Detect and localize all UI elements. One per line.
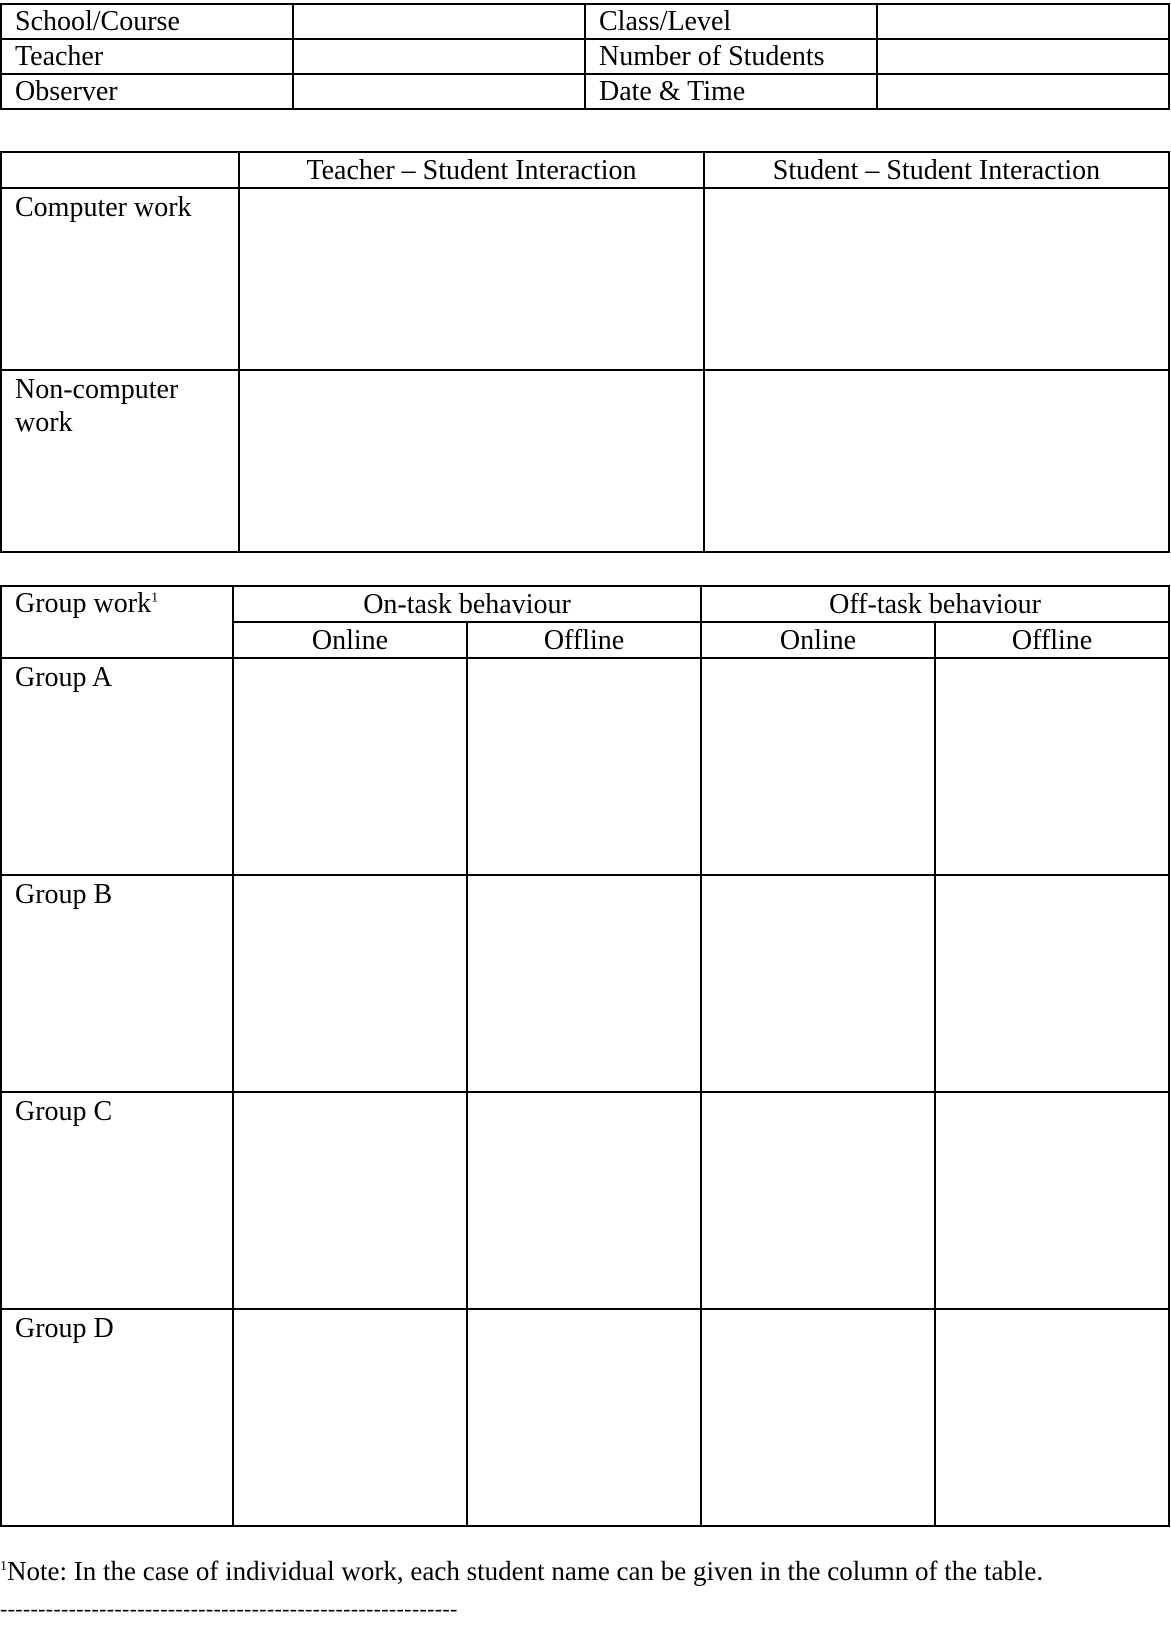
number-of-students-field[interactable] <box>877 39 1169 74</box>
number-of-students-label: Number of Students <box>585 39 877 74</box>
student-student-interaction-header: Student – Student Interaction <box>704 152 1169 188</box>
group-d-row <box>1 1309 1169 1526</box>
on-task-behaviour-header: On-task behaviour <box>233 586 701 622</box>
group-d-off-task-online-cell[interactable] <box>701 1309 935 1526</box>
group-c-on-task-offline-cell[interactable] <box>467 1092 701 1309</box>
group-work-table <box>0 585 1170 1527</box>
group-c-off-task-online-cell[interactable] <box>701 1092 935 1309</box>
computer-work-row <box>1 188 1169 370</box>
date-time-field[interactable] <box>877 74 1169 109</box>
off-task-behaviour-header: Off-task behaviour <box>701 586 1169 622</box>
off-task-offline-header: Offline <box>935 622 1169 658</box>
non-computer-work-student-student-cell[interactable] <box>704 370 1169 552</box>
interaction-header-row <box>1 152 1169 188</box>
non-computer-work-teacher-student-cell[interactable] <box>239 370 704 552</box>
info-row-observer <box>1 74 1169 109</box>
info-row-school <box>1 4 1169 39</box>
group-c-off-task-offline-cell[interactable] <box>935 1092 1169 1309</box>
group-b-off-task-offline-cell[interactable] <box>935 875 1169 1092</box>
group-d-on-task-online-cell[interactable] <box>233 1309 467 1526</box>
off-task-online-header: Online <box>701 622 935 658</box>
info-row-teacher <box>1 39 1169 74</box>
school-course-field[interactable] <box>293 4 585 39</box>
teacher-label: Teacher <box>1 39 293 74</box>
group-d-on-task-offline-cell[interactable] <box>467 1309 701 1526</box>
group-a-on-task-online-cell[interactable] <box>233 658 467 875</box>
computer-work-label: Computer work <box>1 188 239 370</box>
footnote-dashed-rule: ------------------------------------------------------------ <box>0 1596 458 1621</box>
on-task-online-header: Online <box>233 622 467 658</box>
observation-info-table <box>0 3 1170 110</box>
group-b-off-task-online-cell[interactable] <box>701 875 935 1092</box>
group-c-row <box>1 1092 1169 1309</box>
class-level-label: Class/Level <box>585 4 877 39</box>
computer-work-student-student-cell[interactable] <box>704 188 1169 370</box>
non-computer-work-row <box>1 370 1169 552</box>
teacher-field[interactable] <box>293 39 585 74</box>
observer-label: Observer <box>1 74 293 109</box>
group-c-on-task-online-cell[interactable] <box>233 1092 467 1309</box>
footnote-text: Note: In the case of individual work, each student name can be given in the column of the table. <box>7 1556 1044 1586</box>
teacher-student-interaction-header: Teacher – Student Interaction <box>239 152 704 188</box>
group-header-row <box>1 586 1169 622</box>
group-work-footnote-marker: 1 <box>151 590 159 606</box>
date-time-label: Date & Time <box>585 74 877 109</box>
group-work-label: Group work <box>15 588 152 619</box>
non-computer-work-label: Non-computer work <box>1 370 239 552</box>
class-level-field[interactable] <box>877 4 1169 39</box>
group-b-row <box>1 875 1169 1092</box>
group-a-off-task-online-cell[interactable] <box>701 658 935 875</box>
group-a-row <box>1 658 1169 875</box>
footnote <box>0 1555 1043 1587</box>
group-c-label: Group C <box>1 1092 233 1309</box>
group-b-label: Group B <box>1 875 233 1092</box>
school-course-label: School/Course <box>1 4 293 39</box>
group-a-label: Group A <box>1 658 233 875</box>
interaction-table <box>0 151 1170 553</box>
group-a-on-task-offline-cell[interactable] <box>467 658 701 875</box>
group-d-label: Group D <box>1 1309 233 1526</box>
interaction-corner-cell <box>1 152 239 188</box>
group-a-off-task-offline-cell[interactable] <box>935 658 1169 875</box>
group-d-off-task-offline-cell[interactable] <box>935 1309 1169 1526</box>
group-work-corner-cell <box>1 586 233 658</box>
footnote-marker: 1 <box>0 1559 7 1574</box>
group-b-on-task-offline-cell[interactable] <box>467 875 701 1092</box>
on-task-offline-header: Offline <box>467 622 701 658</box>
observer-field[interactable] <box>293 74 585 109</box>
computer-work-teacher-student-cell[interactable] <box>239 188 704 370</box>
group-b-on-task-online-cell[interactable] <box>233 875 467 1092</box>
